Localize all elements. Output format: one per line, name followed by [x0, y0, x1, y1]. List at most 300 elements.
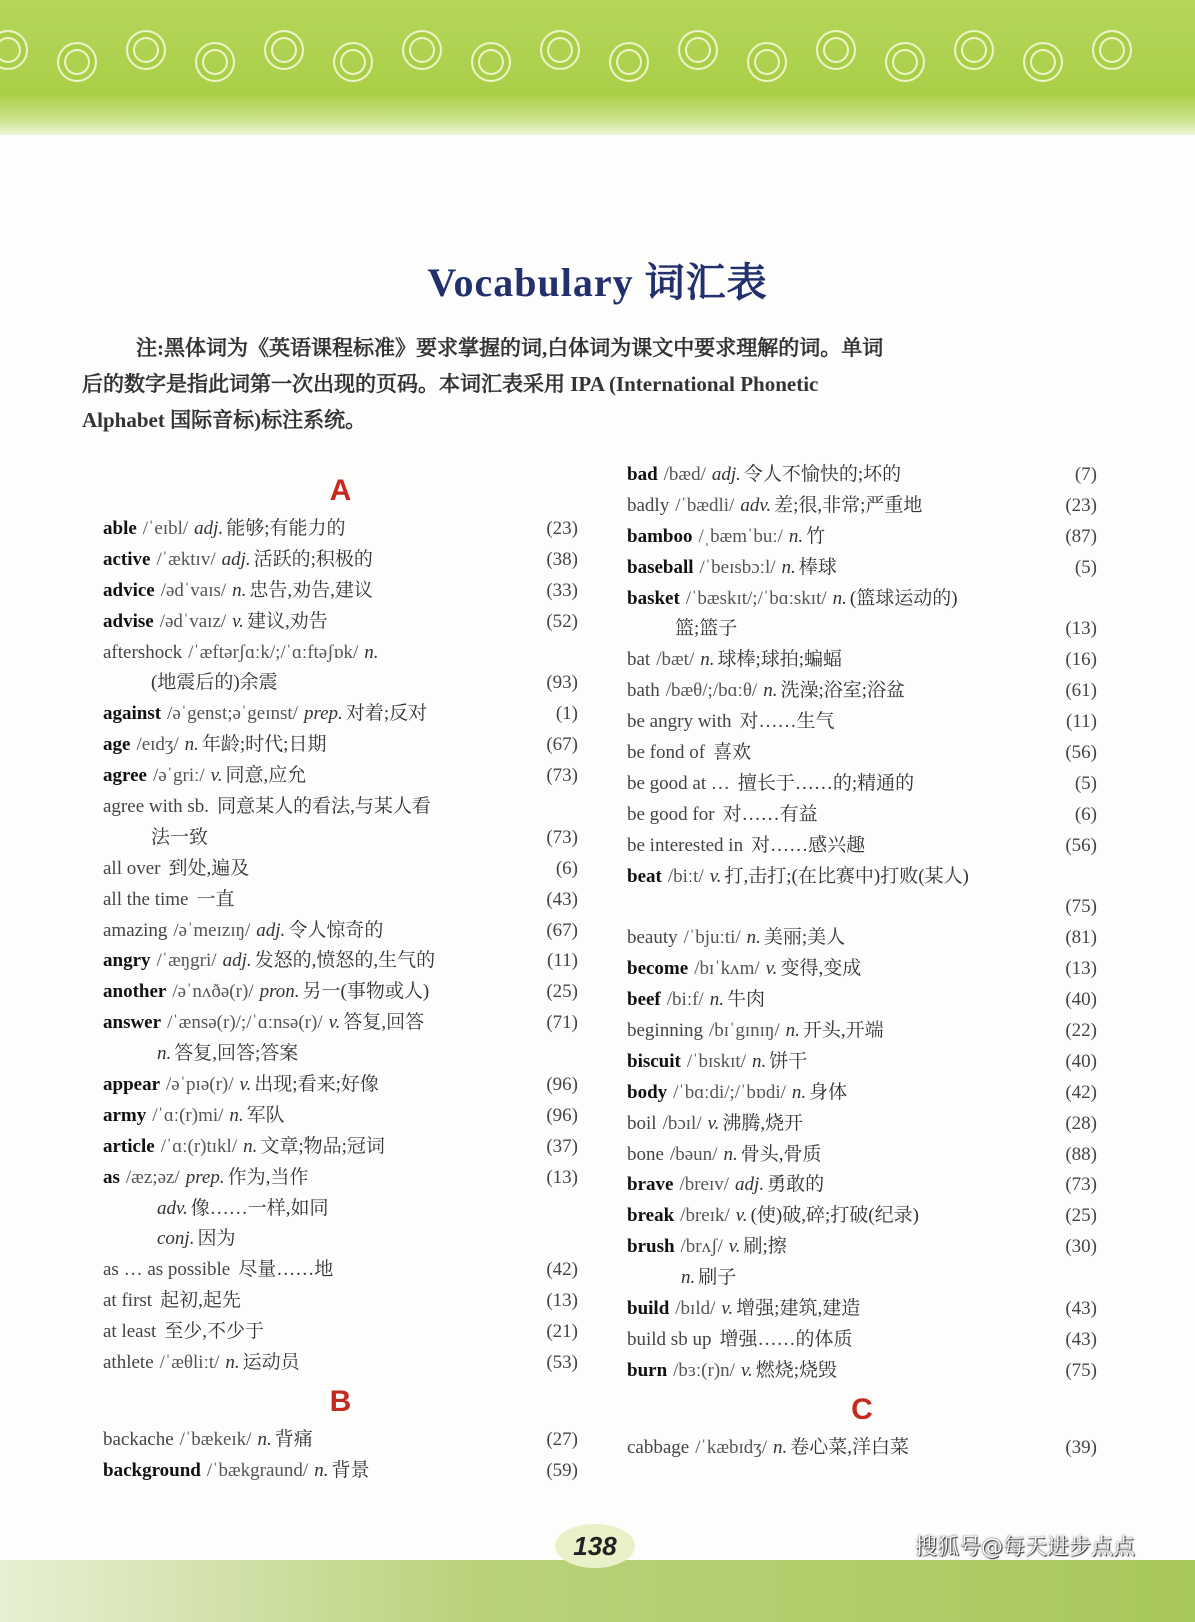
- entry-meaning: 运动员: [242, 1352, 300, 1374]
- entry-meaning: 刷子: [698, 1267, 737, 1289]
- entry-part-of-speech: v.: [735, 1205, 748, 1227]
- entry-word: army: [103, 1104, 147, 1126]
- entry-phonetic: /ˈæŋgri/: [156, 950, 217, 972]
- entry-page-ref: (43): [1065, 1298, 1097, 1320]
- entry-meaning: 一直: [196, 888, 235, 910]
- entry-phonetic: /bɔɪl/: [662, 1112, 702, 1134]
- entry-phonetic: /ˈbjuːti/: [683, 927, 741, 949]
- entry-word: all the time: [103, 888, 189, 910]
- entry-phonetic: /bɪˈkʌm/: [694, 958, 760, 980]
- entry-page-ref: (16): [1065, 649, 1097, 671]
- entry-part-of-speech: prep.: [185, 1166, 225, 1188]
- entry-part-of-speech: adj.: [222, 950, 252, 972]
- entry-meaning: (地震后的)余震: [151, 672, 278, 694]
- left-column: [103, 468, 578, 1487]
- entry-part-of-speech: v.: [709, 865, 722, 887]
- entry-word: advice: [103, 579, 155, 601]
- vocab-entry: [103, 761, 578, 792]
- entry-word: be angry with: [627, 711, 732, 733]
- entry-phonetic: /ˈæktɪv/: [156, 548, 216, 570]
- vocab-entry: [627, 985, 1097, 1016]
- entry-part-of-speech: n.: [746, 927, 761, 949]
- entry-meaning: 变得,变成: [780, 958, 862, 980]
- entry-meaning: 喜欢: [713, 742, 752, 764]
- entry-part-of-speech: n.: [232, 579, 247, 601]
- entry-meaning: 擅长于……的;精通的: [737, 772, 915, 794]
- entry-word: body: [627, 1081, 668, 1103]
- entry-part-of-speech: n.: [225, 1352, 240, 1374]
- entry-phonetic: /ˈbædli/: [675, 494, 735, 516]
- entry-phonetic: /əˈgenst;əˈgeɪnst/: [167, 703, 298, 725]
- entry-meaning: 建议,劝告: [246, 610, 328, 632]
- vocab-entry: [103, 638, 578, 669]
- entry-phonetic: /bɜː(r)n/: [673, 1359, 735, 1381]
- entry-page-ref: (39): [1065, 1436, 1097, 1458]
- vocab-entry: [103, 607, 578, 638]
- entry-part-of-speech: v.: [728, 1236, 741, 1258]
- entry-phonetic: /ˈeɪbl/: [142, 518, 189, 539]
- entry-meaning: 对……有益: [722, 803, 818, 825]
- entry-word: all over: [103, 857, 161, 879]
- vocab-entry: [627, 1078, 1097, 1109]
- entry-part-of-speech: n.: [243, 1135, 258, 1157]
- entry-page-ref: (40): [1065, 1050, 1097, 1072]
- entry-meaning: (篮球运动的): [849, 587, 958, 609]
- entry-word: brush: [627, 1236, 675, 1258]
- entry-meaning: 卷心菜,洋白菜: [790, 1436, 910, 1458]
- ring-ornament-icon: [1092, 30, 1132, 70]
- entry-part-of-speech: n.: [781, 556, 796, 578]
- entry-page-ref: (21): [546, 1321, 578, 1343]
- entry-page-ref: (43): [546, 888, 578, 910]
- entry-phonetic: /breɪv/: [679, 1174, 730, 1196]
- entry-phonetic: /bæd/: [663, 464, 706, 485]
- vocab-entry: [627, 1356, 1097, 1387]
- entry-page-ref: (96): [546, 1104, 578, 1126]
- entry-continuation: [103, 1194, 578, 1225]
- entry-page-ref: (42): [1065, 1081, 1097, 1103]
- entry-part-of-speech: pron.: [259, 981, 300, 1003]
- entry-page-ref: (61): [1065, 680, 1097, 702]
- entry-phonetic: /ˈæθliːt/: [159, 1352, 220, 1374]
- entry-page-ref: (27): [546, 1428, 578, 1450]
- vocab-entry: [627, 1047, 1097, 1078]
- entry-part-of-speech: n.: [709, 989, 724, 1011]
- entry-page-ref: (25): [1065, 1205, 1097, 1227]
- entry-word: bat: [627, 649, 651, 671]
- entry-meaning: (使)破,碎;打破(纪录): [750, 1205, 919, 1227]
- letter-heading: A: [329, 474, 352, 507]
- entry-word: be good at …: [627, 772, 730, 794]
- entry-meaning: 文章;物品;冠词: [260, 1135, 385, 1157]
- vocab-entry: [103, 916, 578, 947]
- entry-part-of-speech: adv.: [740, 494, 772, 516]
- entry-word: boil: [627, 1112, 657, 1134]
- entry-page-ref: (42): [546, 1259, 578, 1281]
- entry-meaning: 能够;有能力的: [226, 518, 346, 539]
- entry-word: badly: [627, 494, 670, 516]
- entry-meaning: 发怒的,愤怒的,生气的: [254, 950, 436, 972]
- entry-word: at first: [103, 1290, 153, 1312]
- entry-page-ref: (28): [1065, 1112, 1097, 1134]
- entry-meaning: 军队: [246, 1104, 285, 1126]
- note-line: 后的数字是指此词第一次出现的页码。本词汇表采用 IPA (International Phonetic: [82, 372, 819, 396]
- entry-word: bamboo: [627, 525, 693, 547]
- entry-page-ref: (52): [546, 610, 578, 632]
- vocab-entry: [103, 730, 578, 761]
- entry-meaning: 勇敢的: [767, 1174, 825, 1196]
- vocab-entry: [103, 1317, 578, 1348]
- entry-phonetic: /ˈbeɪsbɔːl/: [699, 556, 776, 578]
- entry-continuation: [103, 823, 578, 854]
- entry-word: agree: [103, 765, 147, 787]
- entry-meaning: 活跃的;积极的: [253, 548, 373, 570]
- vocab-entry: [103, 576, 578, 607]
- ring-ornament-icon: [1023, 42, 1063, 82]
- vocab-entry: [103, 1163, 578, 1194]
- vocab-entry: [103, 1456, 578, 1487]
- entry-page-ref: (23): [546, 518, 578, 539]
- entry-phonetic: /ˈbɑːdi/;/ˈbɒdi/: [673, 1081, 786, 1103]
- entry-meaning: 刷;擦: [743, 1236, 787, 1258]
- entry-word: aftershock: [103, 641, 183, 663]
- entry-continuation: [103, 668, 578, 699]
- entry-meaning: 背痛: [274, 1428, 313, 1450]
- entry-meaning: 年龄;时代;日期: [201, 734, 327, 756]
- entry-part-of-speech: n.: [832, 587, 847, 609]
- entry-part-of-speech: adj.: [221, 548, 251, 570]
- entry-meaning: 答复,回答;答案: [174, 1043, 299, 1065]
- entry-phonetic: /ˌbæmˈbuː/: [698, 525, 783, 547]
- decorative-header-band: [0, 0, 1195, 135]
- entry-word: basket: [627, 587, 680, 609]
- entry-phonetic: /ˈæftərʃɑːk/;/ˈɑːftəʃɒk/: [188, 641, 359, 663]
- vocab-entry: [627, 738, 1097, 769]
- entry-phonetic: /biːt/: [667, 865, 704, 887]
- entry-word: beginning: [627, 1020, 703, 1042]
- entry-meaning: 到处,遍及: [168, 857, 250, 879]
- ring-ornament-icon: [126, 30, 166, 70]
- vocab-entry: [627, 707, 1097, 738]
- vocab-entry: [627, 522, 1097, 553]
- entry-phonetic: /bɪˈgɪnɪŋ/: [709, 1020, 780, 1042]
- vocab-entry: [627, 553, 1097, 584]
- entry-part-of-speech: n.: [229, 1104, 244, 1126]
- entry-word: appear: [103, 1074, 160, 1096]
- ring-ornament-icon: [816, 30, 856, 70]
- entry-page-ref: (67): [546, 734, 578, 756]
- entry-phonetic: /biːf/: [666, 989, 704, 1011]
- entry-word: amazing: [103, 919, 168, 941]
- letter-heading: B: [329, 1384, 352, 1418]
- vocab-entry: [103, 1101, 578, 1132]
- vocab-entry: [627, 1433, 1097, 1464]
- entry-meaning: 身体: [809, 1081, 848, 1103]
- entry-page-ref: (56): [1065, 834, 1097, 856]
- entry-page-ref: (11): [1066, 711, 1097, 733]
- entry-part-of-speech: adj.: [735, 1174, 765, 1196]
- entry-meaning: 骨头,骨质: [740, 1143, 822, 1165]
- entry-page-ref: (53): [546, 1352, 578, 1374]
- intro-note: [82, 330, 1102, 438]
- entry-meaning: 洗澡;浴室;浴盆: [780, 680, 906, 702]
- entry-word: as: [103, 1166, 120, 1188]
- entry-meaning: 法一致: [151, 826, 209, 848]
- vocab-entry: [103, 1425, 578, 1456]
- ring-ornament-icon: [333, 42, 373, 82]
- ring-ornament-icon: [57, 42, 97, 82]
- vocab-entry: [103, 977, 578, 1008]
- entry-part-of-speech: v.: [232, 610, 244, 632]
- entry-meaning: 篮;篮子: [675, 618, 738, 640]
- entry-meaning: 对着;反对: [345, 703, 428, 725]
- entry-word: be interested in: [627, 834, 744, 856]
- entry-meaning: 沸腾,烧开: [722, 1112, 804, 1134]
- entry-meaning: 同意,应允: [225, 765, 307, 787]
- entry-phonetic: /æz;əz/: [125, 1166, 180, 1188]
- entry-meaning: 球棒;球拍;蝙蝠: [717, 649, 843, 671]
- entry-page-ref: (13): [1065, 958, 1097, 980]
- entry-phonetic: /ˈkæbɪdʒ/: [695, 1436, 768, 1458]
- entry-word: age: [103, 734, 131, 756]
- entry-word: agree with sb.: [103, 796, 210, 818]
- ring-ornament-icon: [954, 30, 994, 70]
- entry-page-ref: (5): [1074, 556, 1097, 578]
- letter-heading: C: [851, 1392, 873, 1426]
- ring-ornament-icon: [0, 30, 28, 70]
- right-column: [627, 460, 1097, 1464]
- entry-meaning: 令人不愉快的;坏的: [743, 464, 902, 485]
- entry-word: baseball: [627, 556, 694, 578]
- entry-phonetic: /bæt/: [656, 649, 695, 671]
- entry-word: background: [103, 1459, 201, 1481]
- entry-meaning: 对……生气: [739, 711, 835, 733]
- entry-meaning: 忠告,劝告,建议: [249, 579, 373, 601]
- entry-page-ref: (30): [1065, 1236, 1097, 1258]
- ring-ornament-icon: [885, 42, 925, 82]
- entry-word: cabbage: [627, 1436, 690, 1458]
- entry-page-ref: (96): [546, 1074, 578, 1096]
- ring-ornament-icon: [471, 42, 511, 82]
- entry-meaning: 像……一样,如同: [190, 1197, 329, 1219]
- entry-meaning: 因为: [197, 1228, 236, 1250]
- entry-page-ref: (73): [546, 826, 578, 848]
- entry-part-of-speech: v.: [707, 1112, 720, 1134]
- ring-ornament-icon: [678, 30, 718, 70]
- entry-page-ref: (73): [1065, 1174, 1097, 1196]
- vocab-entry: [627, 1140, 1097, 1171]
- entry-page-ref: (93): [546, 672, 578, 694]
- entry-part-of-speech: n.: [157, 1043, 172, 1065]
- entry-page-ref: (75): [1065, 1359, 1097, 1381]
- vocab-entry: [627, 1232, 1097, 1263]
- entry-continuation: [627, 614, 1097, 645]
- entry-word: as … as possible: [103, 1259, 231, 1281]
- entry-word: bone: [627, 1143, 664, 1165]
- entry-word: at least: [103, 1321, 157, 1343]
- entry-page-ref: (6): [555, 857, 578, 879]
- entry-phonetic: /ədˈvaɪz/: [159, 610, 227, 632]
- entry-word: biscuit: [627, 1050, 681, 1072]
- entry-meaning: 燃烧;烧毁: [755, 1359, 837, 1381]
- entry-word: brave: [627, 1174, 674, 1196]
- entry-page-ref: (71): [546, 1012, 578, 1034]
- entry-page-ref: (5): [1074, 772, 1097, 794]
- entry-page-ref: (25): [546, 981, 578, 1003]
- vocab-entry: [627, 800, 1097, 831]
- entry-phonetic: /ˈbæskɪt/;/ˈbɑːskɪt/: [685, 587, 827, 609]
- entry-part-of-speech: v.: [721, 1298, 734, 1320]
- entry-word: be fond of: [627, 742, 706, 764]
- ring-ornament-icon: [540, 30, 580, 70]
- entry-part-of-speech: n.: [785, 1020, 800, 1042]
- page-number: 138: [555, 1524, 635, 1568]
- entry-meaning: 打,击打;(在比赛中)打败(某人): [724, 865, 969, 887]
- entry-meaning: 增强……的体质: [719, 1328, 853, 1350]
- entry-page-ref: (37): [546, 1135, 578, 1157]
- entry-continuation: [627, 1263, 1097, 1294]
- entry-part-of-speech: v.: [328, 1012, 341, 1034]
- entry-continuation: [627, 892, 1097, 923]
- entry-meaning: 至少,不少于: [164, 1321, 265, 1343]
- ring-ornament-icon: [609, 42, 649, 82]
- vocab-entry: [627, 1325, 1097, 1356]
- vocab-entry: [103, 699, 578, 730]
- entry-page-ref: (13): [546, 1290, 578, 1312]
- entry-part-of-speech: adj.: [194, 518, 224, 539]
- entry-word: beef: [627, 989, 661, 1011]
- vocab-entry: [103, 792, 578, 823]
- entry-page-ref: (75): [1065, 896, 1097, 918]
- footer-band: [0, 1560, 1195, 1622]
- entry-meaning: 饼干: [769, 1050, 808, 1072]
- ring-ornament-icon: [402, 30, 442, 70]
- entry-part-of-speech: n.: [364, 641, 379, 663]
- entry-meaning: 开头,开端: [802, 1020, 884, 1042]
- entry-phonetic: /əˈgriː/: [152, 765, 205, 787]
- entry-phonetic: /ˈɑː(r)mi/: [152, 1104, 224, 1126]
- entry-page-ref: (67): [546, 919, 578, 941]
- entry-part-of-speech: n.: [681, 1267, 696, 1289]
- entry-meaning: 令人惊奇的: [288, 919, 384, 941]
- vocab-entry: [627, 1016, 1097, 1047]
- entry-phonetic: /eɪdʒ/: [136, 734, 179, 756]
- entry-word: build sb up: [627, 1328, 712, 1350]
- note-line: Alphabet 国际音标)标注系统。: [82, 408, 367, 432]
- entry-part-of-speech: n.: [184, 734, 199, 756]
- entry-meaning: 答复,回答: [343, 1012, 425, 1034]
- entry-word: active: [103, 548, 151, 570]
- vocab-entry: [103, 885, 578, 916]
- entry-word: be good for: [627, 803, 715, 825]
- entry-meaning: 增强;建筑,建造: [736, 1298, 861, 1320]
- vocab-entry: [103, 1348, 578, 1379]
- entry-word: bad: [627, 464, 658, 485]
- entry-word: build: [627, 1298, 670, 1320]
- vocab-entry: [627, 676, 1097, 707]
- entry-meaning: 背景: [331, 1459, 370, 1481]
- entry-phonetic: /bæθ/;/bɑːθ/: [665, 680, 758, 702]
- vocab-entry: [103, 854, 578, 885]
- entry-part-of-speech: adj.: [711, 464, 741, 485]
- vocab-entry: [103, 1132, 578, 1163]
- entry-phonetic: /ˈbɪskɪt/: [686, 1050, 746, 1072]
- entry-meaning: 出现;看来;好像: [254, 1074, 379, 1096]
- vocab-entry: [627, 460, 1097, 491]
- entry-word: backache: [103, 1428, 174, 1450]
- vocab-entry: [627, 769, 1097, 800]
- entry-phonetic: /bɪld/: [675, 1298, 716, 1320]
- entry-phonetic: /ˈbækeɪk/: [179, 1428, 252, 1450]
- entry-part-of-speech: v.: [740, 1359, 753, 1381]
- entry-page-ref: (11): [547, 950, 578, 972]
- entry-page-ref: (40): [1065, 989, 1097, 1011]
- entry-phonetic: /breɪk/: [680, 1205, 730, 1227]
- entry-phonetic: /bəun/: [669, 1143, 718, 1165]
- vocab-entry: [627, 831, 1097, 862]
- entry-page-ref: (56): [1065, 742, 1097, 764]
- entry-word: answer: [103, 1012, 162, 1034]
- entry-continuation: [103, 1039, 578, 1070]
- entry-word: article: [103, 1135, 155, 1157]
- vocab-entry: [627, 491, 1097, 522]
- vocab-entry: [103, 1070, 578, 1101]
- entry-part-of-speech: n.: [700, 649, 715, 671]
- entry-meaning: 起初,起先: [160, 1290, 241, 1312]
- entry-part-of-speech: n.: [788, 525, 804, 547]
- vocab-entry: [627, 1170, 1097, 1201]
- vocab-entry: [627, 1109, 1097, 1140]
- entry-page-ref: (33): [546, 579, 578, 601]
- vocab-entry: [103, 946, 578, 977]
- entry-meaning: 尽量……地: [238, 1259, 334, 1281]
- entry-part-of-speech: n.: [773, 1436, 788, 1458]
- vocab-entry: [627, 862, 1097, 893]
- entry-phonetic: /əˈnʌðə(r)/: [172, 981, 254, 1003]
- entry-part-of-speech: n.: [257, 1428, 272, 1450]
- entry-page-ref: (87): [1065, 525, 1097, 547]
- entry-part-of-speech: v.: [239, 1074, 252, 1096]
- entry-word: burn: [627, 1359, 668, 1381]
- entry-part-of-speech: adj.: [256, 919, 286, 941]
- entry-meaning: 另一(事物或人): [302, 981, 430, 1003]
- vocab-entry: [627, 923, 1097, 954]
- entry-word: advise: [103, 610, 154, 632]
- entry-page-ref: (73): [546, 765, 578, 787]
- vocab-entry: [103, 1255, 578, 1286]
- entry-part-of-speech: n.: [791, 1081, 807, 1103]
- entry-phonetic: /brʌʃ/: [680, 1236, 723, 1258]
- entry-meaning: 同意某人的看法,与某人看: [217, 796, 431, 818]
- vocab-entry: [627, 954, 1097, 985]
- entry-meaning: 美丽;美人: [763, 927, 846, 949]
- entry-page-ref: (81): [1065, 927, 1097, 949]
- page-title: Vocabulary 词汇表: [427, 259, 768, 305]
- vocab-entry: [103, 545, 578, 576]
- entry-meaning: 棒球: [798, 556, 837, 578]
- entry-page-ref: (13): [546, 1166, 578, 1188]
- entry-part-of-speech: n.: [751, 1050, 767, 1072]
- entry-part-of-speech: n.: [314, 1459, 329, 1481]
- entry-meaning: 牛肉: [726, 989, 765, 1011]
- note-line: 注:黑体词为《英语课程标准》要求掌握的词,白体词为课文中要求理解的词。单词: [136, 336, 884, 360]
- entry-word: another: [103, 981, 167, 1003]
- entry-phonetic: /əˈmeɪzɪŋ/: [173, 919, 251, 941]
- entry-page-ref: (6): [1074, 803, 1097, 825]
- entry-part-of-speech: conj.: [157, 1228, 195, 1250]
- entry-word: able: [103, 518, 137, 539]
- entry-page-ref: (7): [1074, 464, 1097, 485]
